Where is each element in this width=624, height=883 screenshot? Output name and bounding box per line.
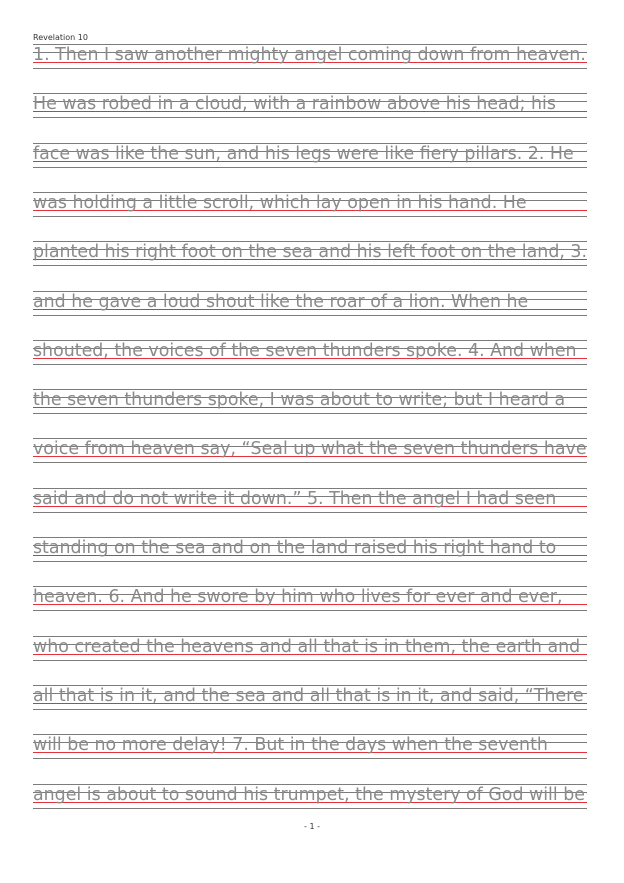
trace-text: heaven. 6. And he swore by him who lives for ever and ever, [33, 587, 563, 608]
trace-text: shouted, the voices of the seven thunders spoke. 4. And when [33, 340, 577, 361]
writing-row [33, 488, 587, 520]
writing-row [33, 192, 587, 224]
bottom-rule [33, 462, 587, 463]
bottom-rule [33, 265, 587, 266]
writing-row [33, 389, 587, 421]
writing-row [33, 340, 587, 372]
writing-row [33, 784, 587, 816]
bottom-rule [33, 709, 587, 710]
bottom-rule [33, 117, 587, 118]
trace-text: angel is about to sound his trumpet, the mystery of God will be [33, 784, 585, 805]
trace-text: 1. Then I saw another mighty angel coming down from heaven. [33, 45, 586, 65]
writing-row [33, 291, 587, 323]
writing-row [33, 438, 587, 470]
bottom-rule [33, 216, 587, 217]
trace-text: and he gave a loud shout like the roar of a lion. When he [33, 291, 529, 312]
bottom-rule [33, 167, 587, 168]
bottom-rule [33, 610, 587, 611]
bottom-rule [33, 758, 587, 759]
trace-text: will be no more delay! 7. But in the days when the seventh [33, 735, 548, 756]
bottom-rule [33, 512, 587, 513]
trace-text: the seven thunders spoke, I was about to write; but I heard a [33, 390, 566, 411]
trace-text: all that is in it, and the sea and all that is in it, and said, “There [33, 685, 584, 706]
writing-row [33, 93, 587, 125]
trace-text: standing on the sea and on the land raised his right hand to [33, 538, 557, 558]
bottom-rule [33, 315, 587, 316]
bottom-rule [33, 660, 587, 661]
writing-row [33, 586, 587, 618]
writing-row [33, 636, 587, 668]
bottom-rule [33, 413, 587, 414]
bottom-rule [33, 561, 587, 562]
trace-text: face was like the sun, and his legs were like fiery pillars. 2. He [33, 143, 574, 164]
bottom-rule [33, 808, 587, 809]
writing-row [33, 734, 587, 766]
writing-row [33, 537, 587, 569]
writing-row [33, 44, 587, 76]
writing-row [33, 143, 587, 175]
writing-row [33, 685, 587, 717]
trace-text: who created the heavens and all that is in them, the earth and [33, 636, 581, 657]
page-header: Revelation 10 [33, 33, 88, 42]
trace-text: planted his right foot on the sea and his left foot on the land, 3. [33, 242, 588, 263]
writing-row [33, 241, 587, 273]
page-number: - 1 - [304, 822, 320, 831]
trace-text: was holding a little scroll, which lay open in his hand. He [33, 192, 527, 213]
trace-text: He was robed in a cloud, with a rainbow above his head; his [33, 94, 556, 115]
bottom-rule [33, 68, 587, 69]
trace-text: voice from heaven say, “Seal up what the seven thunders have [33, 439, 587, 460]
bottom-rule [33, 364, 587, 365]
trace-text: said and do not write it down.” 5. Then the angel I had seen [33, 488, 557, 509]
